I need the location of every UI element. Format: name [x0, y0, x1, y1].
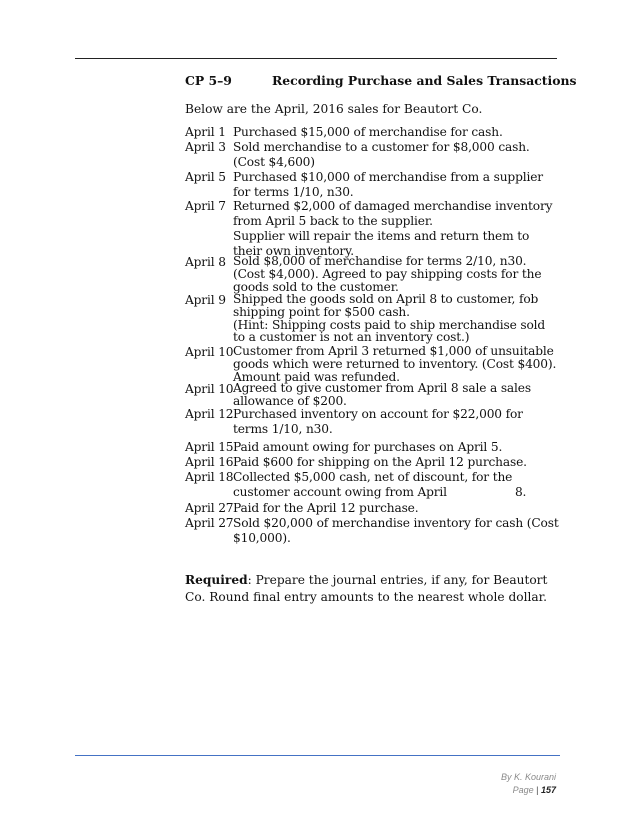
transaction-entry — [185, 255, 560, 293]
required-label: Required — [185, 573, 248, 587]
footer-page — [501, 784, 556, 797]
transaction-description: Purchased $15,000 of merchandise for cash. — [233, 125, 503, 139]
transaction-entry — [185, 293, 560, 345]
transaction-description: Shipped the goods sold on April 8 to customer, fob shipping point for $500 cash. — [233, 292, 539, 319]
transaction-hint: (Hint: Shipping costs paid to ship merchandise sold to a customer is not an inventory cost.) — [233, 317, 546, 345]
required-instructions — [185, 572, 560, 606]
transaction-description: Sold $20,000 of merchandise inventory for cash (Cost $10,000). — [233, 516, 559, 545]
transaction-description: Sold merchandise to a customer for $8,000 cash. (Cost $4,600) — [233, 140, 530, 169]
page-label: Page — [512, 785, 534, 795]
transaction-description: Paid amount owing for purchases on April 5. — [233, 440, 503, 454]
transaction-description: Paid $600 for shipping on the April 12 purchase. — [233, 455, 527, 469]
transaction-entry — [185, 470, 560, 501]
transaction-entry — [185, 170, 560, 199]
transaction-entry — [185, 345, 560, 382]
transaction-date: April 27 — [185, 516, 234, 530]
transaction-description: Customer from April 3 returned $1,000 of unsuitable goods which were returned to inventory. (Cost $400). Amount paid was refunded. — [233, 344, 557, 384]
transaction-entry — [185, 199, 560, 258]
transaction-description: Paid for the April 12 purchase. — [233, 501, 419, 515]
transaction-entry — [185, 125, 560, 140]
problem-content — [185, 68, 577, 606]
transaction-date: April 27 — [185, 501, 234, 515]
transaction-description — [233, 470, 560, 499]
transaction-date: April 3 — [185, 140, 226, 154]
transaction-date: April 7 — [185, 199, 226, 213]
transaction-date: April 15 — [185, 440, 234, 454]
footer-divider — [75, 755, 560, 756]
transaction-entry — [185, 407, 560, 440]
transaction-entry — [185, 382, 560, 407]
transaction-description: Purchased $10,000 of merchandise from a supplier for terms 1/10, n30. — [233, 170, 543, 199]
footer-author: By K. Kourani — [500, 772, 556, 782]
transaction-description-main: Collected $5,000 cash, net of discount, for the customer account owing from April — [233, 470, 513, 499]
transaction-description: Agreed to give customer from April 8 sale a sales allowance of $200. — [233, 381, 531, 408]
transaction-description-end: 8. — [514, 484, 527, 499]
transaction-date: April 12 — [185, 407, 234, 421]
transaction-entry — [185, 440, 560, 455]
transaction-description: Purchased inventory on account for $22,000 for terms 1/10, n30. — [233, 407, 523, 436]
page-separator: | — [536, 785, 539, 795]
transaction-description: Returned $2,000 of damaged merchandise inventory from April 5 back to the supplier. — [233, 199, 553, 228]
problem-code: CP 5–9 — [185, 73, 232, 88]
transaction-date: April 1 — [185, 125, 226, 139]
transaction-date: April 5 — [185, 170, 226, 184]
problem-title: Recording Purchase and Sales Transactions — [272, 73, 577, 88]
page-number: 157 — [540, 785, 556, 795]
transaction-date: April 8 — [185, 255, 226, 269]
transaction-entry — [185, 455, 560, 470]
transaction-list — [185, 125, 560, 546]
transaction-entry — [185, 140, 560, 170]
transaction-date: April 9 — [185, 293, 226, 307]
transaction-entry — [185, 501, 560, 516]
transaction-entry — [185, 516, 560, 546]
transaction-date: April 10 — [185, 382, 234, 396]
problem-intro: Below are the April, 2016 sales for Beautort Co. — [185, 102, 483, 116]
transaction-date: April 18 — [185, 470, 234, 484]
required-text: : Prepare the journal entries, if any, for Beautort Co. Round final entry amounts to the nearest whole dollar. — [185, 573, 548, 604]
header-divider — [75, 58, 557, 59]
problem-heading — [185, 73, 577, 93]
transaction-note: Supplier will repair the items and return them to their own inventory. — [233, 229, 530, 258]
transaction-description: Sold $8,000 of merchandise for terms 2/10, n30. (Cost $4,000). Agreed to pay shipping costs for the goods sold to the customer. — [233, 254, 542, 294]
page-footer — [501, 771, 556, 797]
transaction-date: April 10 — [185, 345, 234, 359]
transaction-date: April 16 — [185, 455, 234, 469]
